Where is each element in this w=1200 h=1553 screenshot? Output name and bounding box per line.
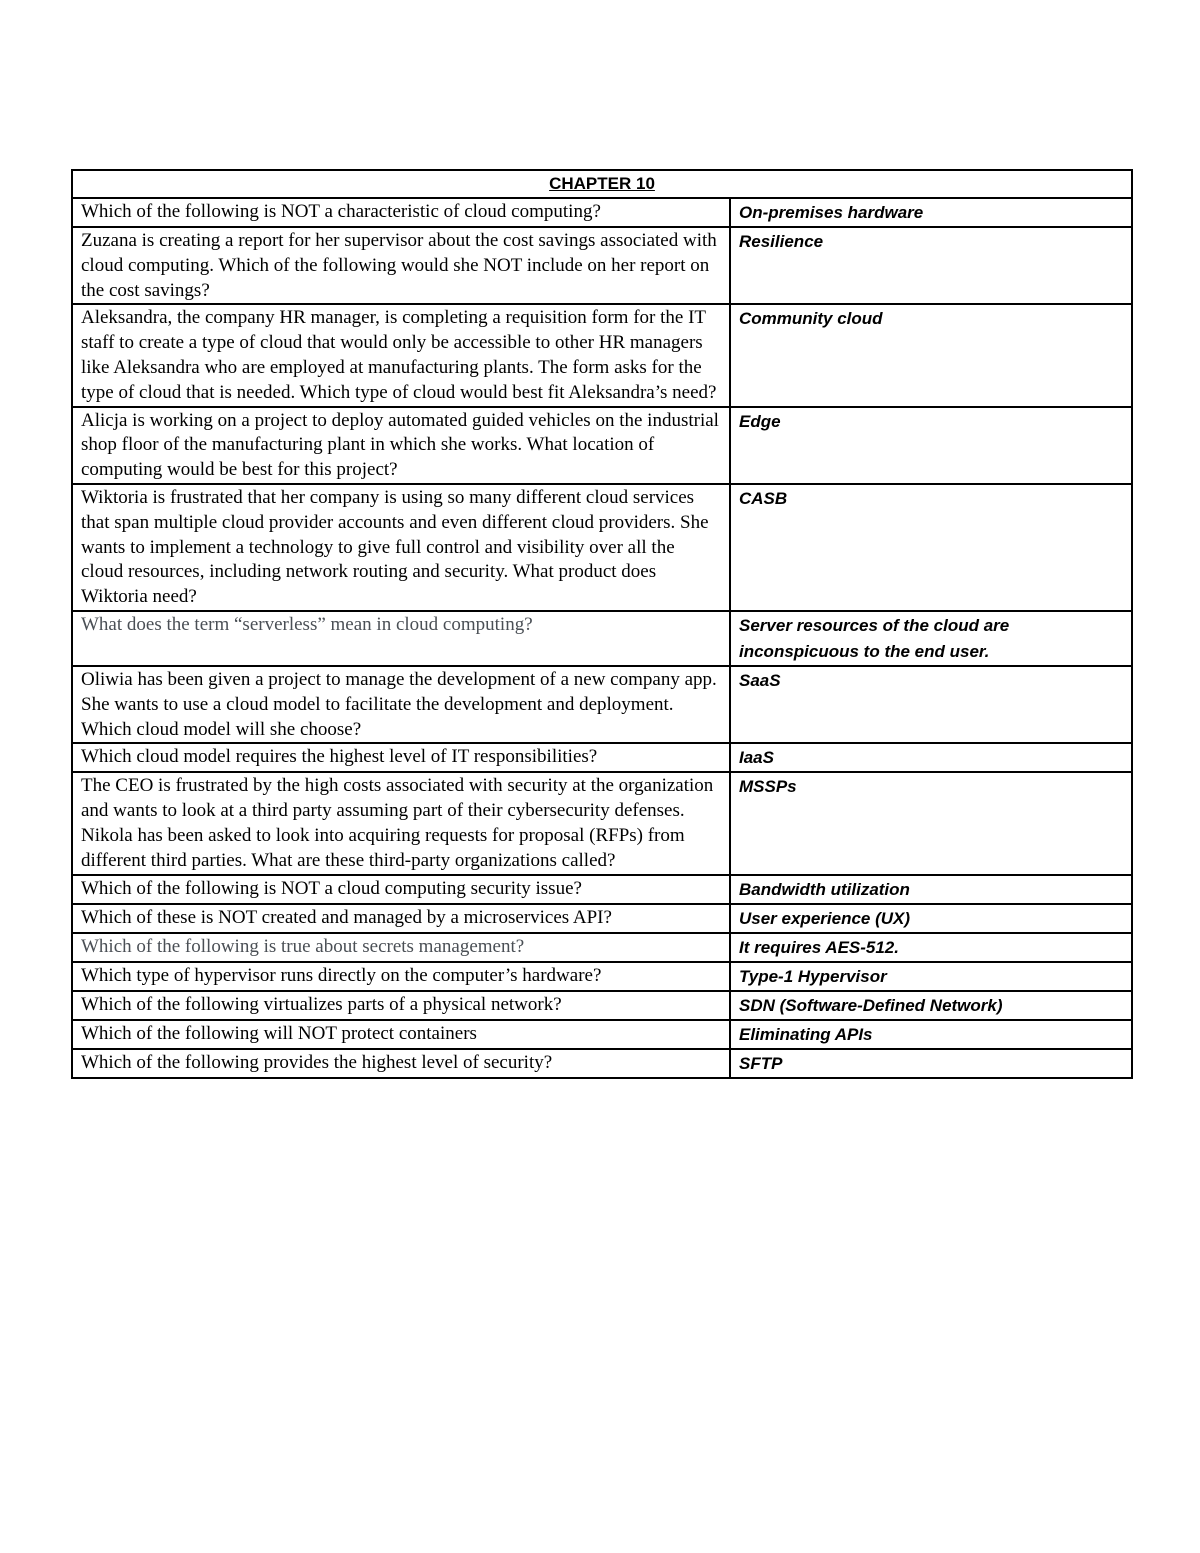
question-cell: Wiktoria is frustrated that her company is using so many different cloud services that span multiple cloud provider accounts and even different cloud providers. She wants to implement a technology to give full control and visibility over all the cloud resources, including network routing and security. What product does Wiktoria need? [72,484,730,611]
question-cell: Which type of hypervisor runs directly on the computer’s hardware? [72,962,730,991]
table-row [72,484,1132,611]
table-row [72,407,1132,484]
table-row [72,198,1132,227]
table-row [72,227,1132,304]
table-row [72,772,1132,874]
question-cell: Which cloud model requires the highest level of IT responsibilities? [72,743,730,772]
table-row [72,933,1132,962]
table-row [72,1020,1132,1049]
table-row [72,666,1132,743]
question-cell: Which of the following is true about secrets management? [72,933,730,962]
question-cell: What does the term “serverless” mean in cloud computing? [72,611,730,666]
answer-cell: Resilience [730,227,1132,304]
table-row [72,611,1132,666]
answer-cell: Type-1 Hypervisor [730,962,1132,991]
answer-cell: SaaS [730,666,1132,743]
question-cell: Aleksandra, the company HR manager, is completing a requisition form for the IT staff to create a type of cloud that would only be accessible to other HR managers like Aleksandra who are employed at manufacturing plants. The form asks for the type of cloud that is needed. Which type of cloud would best fit Aleksandra’s need? [72,304,730,406]
answer-cell: On-premises hardware [730,198,1132,227]
quiz-table [71,169,1133,1079]
answer-cell: IaaS [730,743,1132,772]
table-row [72,304,1132,406]
chapter-title: CHAPTER 10 [72,170,1132,198]
answer-cell: Bandwidth utilization [730,875,1132,904]
question-cell: The CEO is frustrated by the high costs associated with security at the organization and wants to look at a third party assuming part of their cybersecurity defenses. Nikola has been asked to look into acquiring requests for proposal (RFPs) from different third parties. What are these third-party organizations called? [72,772,730,874]
table-header-row [72,170,1132,198]
answer-cell: Server resources of the cloud are inconspicuous to the end user. [730,611,1132,666]
answer-cell: It requires AES-512. [730,933,1132,962]
answer-cell: User experience (UX) [730,904,1132,933]
answer-cell: Edge [730,407,1132,484]
question-cell: Alicja is working on a project to deploy automated guided vehicles on the industrial shop floor of the manufacturing plant in which she works. What location of computing would be best for this project? [72,407,730,484]
answer-cell: MSSPs [730,772,1132,874]
table-row [72,904,1132,933]
question-cell: Which of the following virtualizes parts of a physical network? [72,991,730,1020]
answer-cell: SFTP [730,1049,1132,1078]
question-cell: Zuzana is creating a report for her supervisor about the cost savings associated with cloud computing. Which of the following would she NOT include on her report on the cost savings? [72,227,730,304]
table-row [72,743,1132,772]
table-row [72,875,1132,904]
question-cell: Which of the following is NOT a characteristic of cloud computing? [72,198,730,227]
answer-cell: Eliminating APIs [730,1020,1132,1049]
answer-cell: CASB [730,484,1132,611]
question-cell: Which of the following will NOT protect containers [72,1020,730,1049]
answer-cell: SDN (Software-Defined Network) [730,991,1132,1020]
table-row [72,962,1132,991]
question-cell: Which of the following is NOT a cloud computing security issue? [72,875,730,904]
question-cell: Oliwia has been given a project to manage the development of a new company app. She wants to use a cloud model to facilitate the development and deployment. Which cloud model will she choose? [72,666,730,743]
question-cell: Which of these is NOT created and managed by a microservices API? [72,904,730,933]
table-row [72,991,1132,1020]
answer-cell: Community cloud [730,304,1132,406]
table-row [72,1049,1132,1078]
question-cell: Which of the following provides the highest level of security? [72,1049,730,1078]
